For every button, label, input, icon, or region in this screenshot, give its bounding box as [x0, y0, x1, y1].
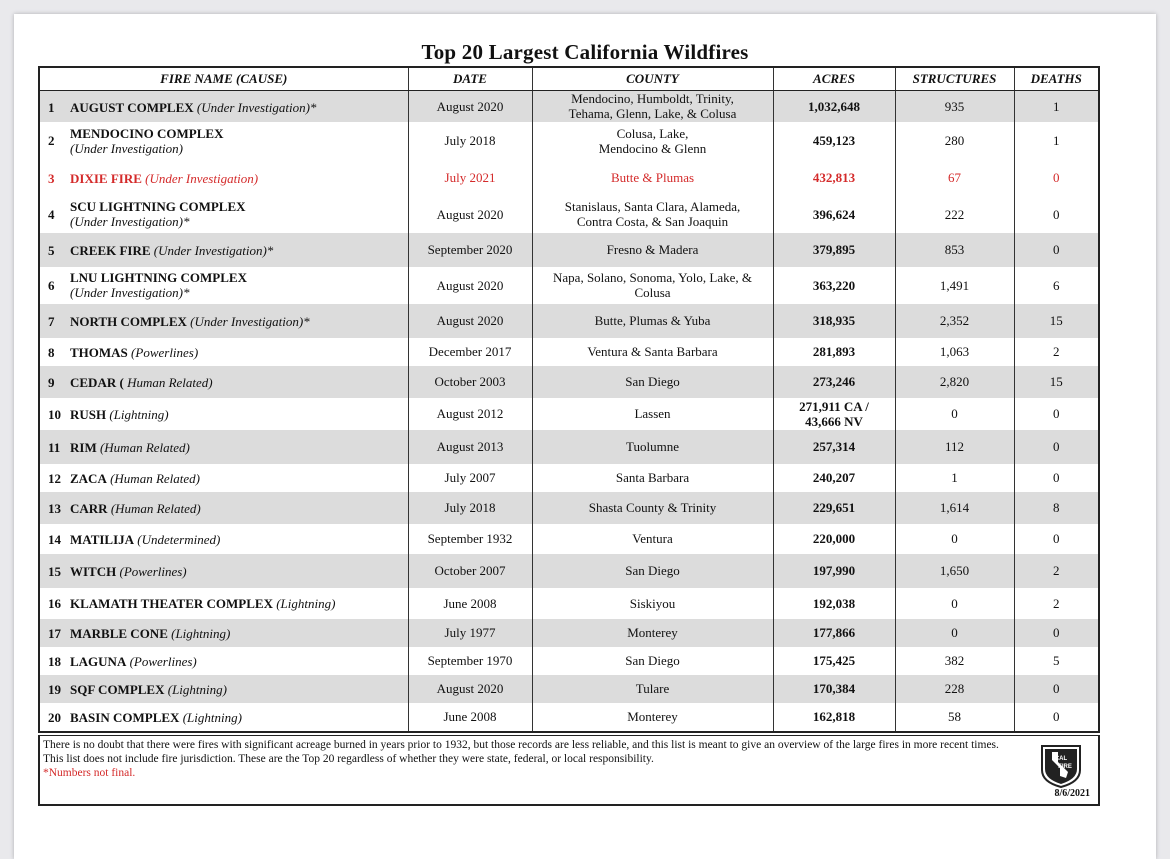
fire-rank: 3	[48, 170, 55, 186]
cell-date: August 2013	[408, 430, 532, 464]
cell-county-line: Colusa, Lake,	[616, 125, 689, 141]
fire-rank: 8	[48, 344, 55, 360]
cell-date: June 2008	[408, 588, 532, 619]
cell-structures: 280	[895, 122, 1014, 160]
cell-county-line: Contra Costa, & San Joaquin	[576, 214, 729, 229]
cell-acres	[773, 430, 895, 464]
cal-fire-logo-icon	[1038, 740, 1084, 788]
cell-county	[532, 91, 773, 122]
cell-acres-line: 240,207	[812, 470, 856, 485]
cell-structures: 2,820	[895, 366, 1014, 398]
cell-acres	[773, 588, 895, 619]
table-row	[40, 233, 1098, 267]
fire-name: THOMAS	[70, 344, 128, 360]
cell-date: August 2020	[408, 304, 532, 338]
header-fire-name: FIRE NAME (CAUSE)	[40, 68, 408, 91]
cell-fire-name	[40, 122, 408, 160]
fire-name: WITCH	[70, 563, 117, 579]
cell-structures: 1,650	[895, 554, 1014, 588]
table-row	[40, 464, 1098, 492]
cell-acres-line: 273,246	[812, 374, 856, 389]
cell-deaths: 0	[1014, 524, 1098, 554]
cell-structures: 67	[895, 160, 1014, 196]
table-row	[40, 338, 1098, 366]
cell-acres-line: 271,911 CA /	[799, 398, 869, 414]
table-row	[40, 304, 1098, 338]
cell-structures: 0	[895, 619, 1014, 647]
cell-county	[532, 675, 773, 703]
cell-fire-name	[40, 703, 408, 731]
table-row	[40, 430, 1098, 464]
fire-cause: (Under Investigation)*	[196, 99, 317, 115]
cell-fire-name	[40, 338, 408, 366]
header-acres: ACRES	[773, 68, 895, 91]
cell-structures: 2,352	[895, 304, 1014, 338]
cell-date: July 2018	[408, 122, 532, 160]
cell-date: October 2003	[408, 366, 532, 398]
cell-county	[532, 492, 773, 524]
fire-rank: 20	[48, 709, 61, 725]
cell-acres-line: 170,384	[812, 681, 856, 696]
cell-deaths: 0	[1014, 464, 1098, 492]
cell-deaths: 5	[1014, 647, 1098, 675]
fire-cause: (Powerlines)	[119, 563, 187, 579]
fire-name: NORTH COMPLEX	[70, 313, 187, 329]
table-row	[40, 160, 1098, 196]
cell-fire-name	[40, 430, 408, 464]
fire-name: MARBLE CONE	[70, 625, 168, 641]
cell-deaths: 2	[1014, 338, 1098, 366]
cell-fire-name	[40, 588, 408, 619]
fire-rank: 7	[48, 313, 55, 329]
cell-date: August 2020	[408, 196, 532, 233]
page-title: Top 20 Largest California Wildfires	[421, 40, 749, 64]
cell-deaths: 8	[1014, 492, 1098, 524]
cell-date: September 2020	[408, 233, 532, 267]
cell-deaths: 6	[1014, 267, 1098, 304]
cell-acres	[773, 122, 895, 160]
cell-county	[532, 647, 773, 675]
cell-deaths: 0	[1014, 430, 1098, 464]
fire-rank: 16	[48, 596, 61, 612]
header-deaths: DEATHS	[1014, 68, 1098, 91]
fire-cause: (Lightning)	[109, 406, 169, 422]
cell-structures: 228	[895, 675, 1014, 703]
cell-county	[532, 366, 773, 398]
cell-county-line: Mendocino & Glenn	[598, 140, 707, 156]
cell-date: July 2007	[408, 464, 532, 492]
cell-county	[532, 267, 773, 304]
table-row	[40, 588, 1098, 619]
fire-rank: 5	[48, 242, 55, 258]
cell-county	[532, 703, 773, 731]
table-row	[40, 619, 1098, 647]
cell-deaths: 0	[1014, 703, 1098, 731]
cell-acres	[773, 703, 895, 731]
cell-county-line: Monterey	[627, 709, 678, 724]
cell-date: August 2020	[408, 267, 532, 304]
fire-cause: (Undetermined)	[137, 531, 221, 547]
cell-fire-name	[40, 304, 408, 338]
fire-rank: 19	[48, 681, 61, 697]
cell-structures: 1,614	[895, 492, 1014, 524]
cell-fire-name	[40, 233, 408, 267]
cell-date: July 2021	[408, 160, 532, 196]
cell-date: August 2020	[408, 91, 532, 122]
cell-deaths: 15	[1014, 366, 1098, 398]
cell-acres	[773, 675, 895, 703]
wildfire-table	[38, 66, 1100, 733]
table-header-row	[40, 68, 1098, 91]
cell-county	[532, 464, 773, 492]
table-row	[40, 492, 1098, 524]
table-row	[40, 366, 1098, 398]
footnote-line-1: There is no doubt that there were fires with significant acreage burned in years prior to 1932, but those records are less reliable, and this list is meant to give an overview of the large fires in more recent times.	[43, 739, 999, 751]
cell-structures: 1,063	[895, 338, 1014, 366]
table-row	[40, 196, 1098, 233]
cell-county	[532, 554, 773, 588]
cell-deaths: 2	[1014, 588, 1098, 619]
cell-deaths: 0	[1014, 160, 1098, 196]
fire-cause: (Under Investigation)	[145, 170, 259, 186]
cell-county-line: San Diego	[625, 653, 680, 668]
fire-rank: 6	[48, 277, 55, 293]
fire-cause: Human Related)	[127, 374, 213, 390]
fire-rank: 17	[48, 625, 61, 641]
fire-cause: (Human Related)	[110, 500, 201, 516]
table-row	[40, 647, 1098, 675]
cell-acres-line: 363,220	[812, 277, 856, 293]
cell-county	[532, 304, 773, 338]
cell-date: August 2020	[408, 675, 532, 703]
cell-fire-name	[40, 524, 408, 554]
cell-structures: 112	[895, 430, 1014, 464]
cell-county-line: Siskiyou	[629, 595, 676, 611]
logo-text-bottom: FIRE	[1058, 764, 1072, 770]
table-row	[40, 703, 1098, 731]
fire-name: LNU LIGHTNING COMPLEX	[70, 270, 247, 285]
fire-name: ZACA	[70, 470, 107, 486]
fire-cause: (Lightning)	[171, 625, 231, 641]
cell-fire-name	[40, 398, 408, 430]
cell-county	[532, 338, 773, 366]
cell-county-line: Napa, Solano, Sonoma, Yolo, Lake, &	[553, 270, 752, 285]
cell-deaths: 1	[1014, 91, 1098, 122]
fire-cause: (Under Investigation)	[70, 140, 184, 156]
cell-structures: 382	[895, 647, 1014, 675]
cell-deaths: 2	[1014, 554, 1098, 588]
cell-acres	[773, 160, 895, 196]
table-row	[40, 524, 1098, 554]
cell-county-line: Tuolumne	[626, 439, 679, 454]
cell-date: September 1932	[408, 524, 532, 554]
fire-name: RUSH	[70, 406, 107, 422]
cell-fire-name	[40, 647, 408, 675]
cell-county	[532, 588, 773, 619]
cell-county	[532, 160, 773, 196]
cell-deaths: 0	[1014, 398, 1098, 430]
cell-deaths: 0	[1014, 619, 1098, 647]
cell-date: September 1970	[408, 647, 532, 675]
fire-name: SCU LIGHTNING COMPLEX	[70, 199, 246, 214]
cell-deaths: 0	[1014, 233, 1098, 267]
cell-acres-line: 1,032,648	[808, 98, 860, 114]
cell-county-line: Santa Barbara	[615, 470, 690, 485]
cell-county-line: Stanislaus, Santa Clara, Alameda,	[564, 199, 741, 214]
cell-acres	[773, 338, 895, 366]
cell-county-line: San Diego	[625, 374, 680, 389]
cell-acres-line: 43,666 NV	[805, 413, 863, 429]
cell-county	[532, 398, 773, 430]
fire-cause: (Lightning)	[276, 596, 336, 612]
cell-county-line: Colusa	[634, 285, 671, 300]
cell-acres	[773, 91, 895, 122]
cell-fire-name	[40, 619, 408, 647]
fire-rank: 9	[48, 374, 55, 390]
cell-acres	[773, 619, 895, 647]
cell-acres	[773, 196, 895, 233]
fire-rank: 18	[48, 653, 61, 669]
report-date: 8/6/2021	[1054, 788, 1090, 799]
cell-fire-name	[40, 675, 408, 703]
cell-fire-name	[40, 196, 408, 233]
cell-county	[532, 524, 773, 554]
cell-date: August 2012	[408, 398, 532, 430]
cell-acres	[773, 492, 895, 524]
fire-rank: 12	[48, 470, 61, 486]
header-structures: STRUCTURES	[895, 68, 1014, 91]
cell-date: October 2007	[408, 554, 532, 588]
fire-rank: 10	[48, 406, 61, 422]
cell-county-line: Tulare	[635, 681, 670, 696]
cell-structures: 853	[895, 233, 1014, 267]
header-county: COUNTY	[532, 68, 773, 91]
fire-cause: (Under Investigation)*	[153, 242, 274, 258]
cell-fire-name	[40, 160, 408, 196]
cell-acres-line: 396,624	[812, 206, 856, 222]
cell-acres-line: 197,990	[812, 563, 856, 578]
fire-name: MATILIJA	[70, 531, 135, 547]
fire-name: AUGUST COMPLEX	[70, 99, 194, 115]
cell-date: July 1977	[408, 619, 532, 647]
cell-date: July 2018	[408, 492, 532, 524]
fire-name: LAGUNA	[70, 653, 127, 669]
cell-county-line: Ventura & Santa Barbara	[587, 344, 718, 359]
cell-county-line: Fresno & Madera	[606, 242, 699, 257]
cell-acres-line: 177,866	[812, 625, 856, 640]
cell-acres	[773, 233, 895, 267]
cell-deaths: 15	[1014, 304, 1098, 338]
cell-county	[532, 122, 773, 160]
cell-county-line: Ventura	[632, 531, 673, 546]
table-row	[40, 267, 1098, 304]
cell-date: December 2017	[408, 338, 532, 366]
fire-cause: (Lightning)	[167, 681, 227, 697]
cell-acres	[773, 267, 895, 304]
fire-cause: (Human Related)	[99, 439, 190, 455]
fire-cause: (Powerlines)	[129, 653, 197, 669]
footnote-line-2: This list does not include fire jurisdiction. These are the Top 20 regardless of whether they were state, federal, or local responsibility.	[43, 753, 654, 765]
cell-acres-line: 318,935	[812, 313, 856, 328]
cell-county-line: Mendocino, Humboldt, Trinity,	[571, 91, 734, 107]
fire-name: BASIN COMPLEX	[70, 709, 180, 725]
fire-name: CEDAR (	[70, 374, 124, 390]
cell-county-line: Tehama, Glenn, Lake, & Colusa	[568, 106, 737, 122]
fire-cause: (Lightning)	[182, 709, 242, 725]
cell-fire-name	[40, 492, 408, 524]
cell-acres	[773, 398, 895, 430]
cell-acres-line: 257,314	[812, 439, 856, 454]
cell-acres-line: 192,038	[812, 595, 856, 611]
cell-county-line: San Diego	[625, 563, 680, 578]
table-row	[40, 398, 1098, 430]
cell-county-line: Monterey	[627, 625, 678, 640]
fire-rank: 13	[48, 500, 61, 516]
fire-name: KLAMATH THEATER COMPLEX	[70, 596, 273, 612]
fire-cause: (Under Investigation)*	[190, 313, 310, 329]
cell-structures: 0	[895, 588, 1014, 619]
footnote-line-3: *Numbers not final.	[43, 767, 136, 779]
cell-acres	[773, 464, 895, 492]
table-row	[40, 554, 1098, 588]
cell-acres-line: 220,000	[812, 531, 856, 546]
fire-cause: (Human Related)	[110, 470, 200, 486]
cell-county-line: Shasta County & Trinity	[588, 500, 717, 515]
cell-fire-name	[40, 366, 408, 398]
fire-name: MENDOCINO COMPLEX	[70, 125, 224, 141]
logo-text-top: CAL	[1054, 756, 1068, 762]
fire-name: DIXIE FIRE	[70, 170, 142, 186]
cell-acres	[773, 524, 895, 554]
table-body	[40, 91, 1098, 731]
cell-acres	[773, 366, 895, 398]
cell-acres-line: 281,893	[812, 344, 856, 359]
cell-deaths: 0	[1014, 196, 1098, 233]
cell-date: June 2008	[408, 703, 532, 731]
cell-fire-name	[40, 554, 408, 588]
cell-acres-line: 175,425	[812, 653, 856, 668]
fire-name: CREEK FIRE	[70, 242, 151, 258]
cell-acres	[773, 647, 895, 675]
cell-county	[532, 430, 773, 464]
fire-rank: 11	[48, 439, 61, 455]
cell-acres-line: 162,818	[812, 709, 856, 724]
cell-acres-line: 229,651	[812, 500, 856, 515]
cell-county	[532, 233, 773, 267]
cell-county-line: Butte & Plumas	[610, 170, 695, 185]
fire-name: CARR	[70, 500, 108, 516]
cell-deaths: 0	[1014, 675, 1098, 703]
cell-acres-line: 432,813	[812, 170, 856, 185]
cell-fire-name	[40, 91, 408, 122]
document-page	[14, 14, 1156, 859]
cell-acres-line: 459,123	[812, 133, 856, 148]
cell-acres	[773, 304, 895, 338]
fire-rank: 4	[48, 206, 55, 222]
fire-rank: 1	[48, 99, 55, 115]
cell-fire-name	[40, 267, 408, 304]
header-date: DATE	[408, 68, 532, 91]
cell-fire-name	[40, 464, 408, 492]
cell-structures: 935	[895, 91, 1014, 122]
fire-rank: 2	[48, 133, 55, 148]
footnote-box	[38, 735, 1100, 806]
cell-structures: 0	[895, 398, 1014, 430]
cell-structures: 1,491	[895, 267, 1014, 304]
table-row	[40, 91, 1098, 122]
table-row	[40, 675, 1098, 703]
cell-structures: 222	[895, 196, 1014, 233]
fire-cause: (Under Investigation)*	[70, 214, 190, 229]
cell-county-line: Butte, Plumas & Yuba	[594, 313, 711, 328]
cell-county	[532, 619, 773, 647]
cell-structures: 58	[895, 703, 1014, 731]
cell-acres	[773, 554, 895, 588]
cell-county-line: Lassen	[634, 406, 671, 421]
cell-deaths: 1	[1014, 122, 1098, 160]
fire-cause: (Under Investigation)*	[70, 285, 190, 300]
cell-county	[532, 196, 773, 233]
fire-cause: (Powerlines)	[131, 344, 199, 360]
fire-rank: 14	[48, 531, 61, 547]
fire-rank: 15	[48, 563, 61, 579]
cell-structures: 0	[895, 524, 1014, 554]
fire-name: RIM	[70, 439, 97, 455]
cell-acres-line: 379,895	[812, 242, 856, 257]
table-row	[40, 122, 1098, 160]
fire-name: SQF COMPLEX	[70, 681, 165, 697]
cell-structures: 1	[895, 464, 1014, 492]
